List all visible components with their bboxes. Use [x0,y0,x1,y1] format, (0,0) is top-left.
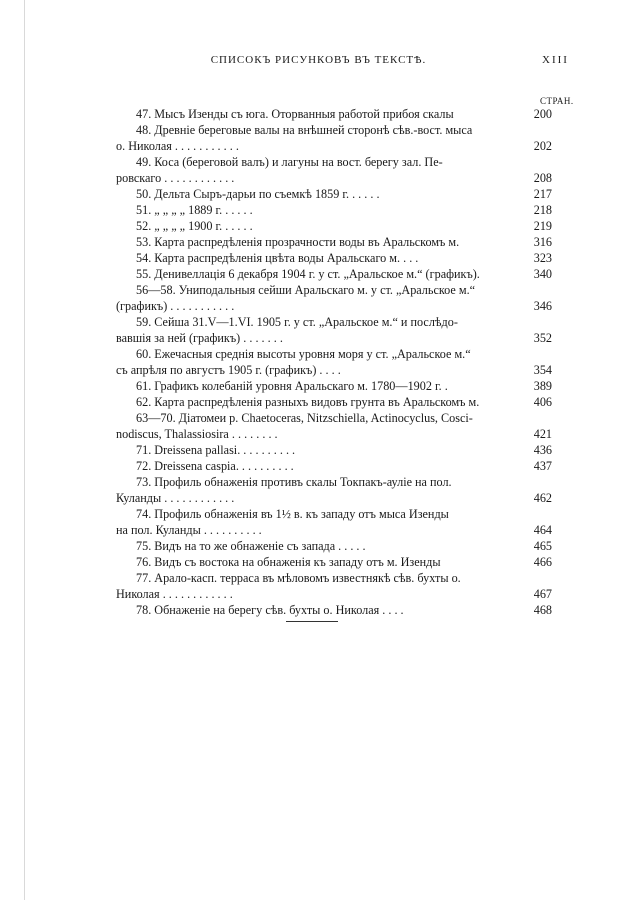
figure-entry [116,186,552,202]
closing-rule [286,621,338,622]
figure-entry-line [116,106,552,122]
figure-entry-line [116,570,552,586]
figure-caption: 61. Графикъ колебаній уровня Аральскаго м. 1780—1902 г. . [136,379,448,393]
figure-entry [116,266,552,282]
figure-page-number: 346 [533,299,552,313]
figure-entry-line [116,506,552,522]
figure-entry [116,250,552,266]
figure-caption: 72. Dreissena caspia. . . . . . . . . . [136,459,294,473]
figure-caption: 75. Видъ на то же обнаженіе съ запада . . . . . [136,539,366,553]
figure-entry [116,442,552,458]
figure-caption: на пол. Куланды . . . . . . . . . . [116,523,262,537]
figure-entry-line [116,314,552,330]
figure-entry [116,602,552,618]
figure-caption: 50. Дельта Сыръ-дарьи по съемкѣ 1859 г. . . . . . [136,187,380,201]
figure-page-number: 354 [533,363,552,377]
figure-page-number: 217 [533,187,552,201]
figure-caption: ровскаго . . . . . . . . . . . . [116,171,235,185]
figure-entry-line [116,234,552,250]
figure-caption: 60. Ежечасныя среднія высоты уровня моря у ст. „Аральское м.“ [136,347,471,361]
figure-entry [116,202,552,218]
figure-caption: 77. Арало-касп. терраса въ мѣловомъ известнякѣ сѣв. бухты о. [136,571,461,585]
figure-entry-line [116,202,552,218]
figure-caption: Николая . . . . . . . . . . . . [116,587,233,601]
figure-caption: 55. Денивеллація 6 декабря 1904 г. у ст. „Аральское м.“ (графикъ). [136,267,480,281]
figure-page-number: 406 [533,395,552,409]
figure-entry-line [116,554,552,570]
figure-entry-line [116,154,552,170]
figure-entry [116,122,552,154]
figure-caption: (графикъ) . . . . . . . . . . . [116,299,235,313]
figure-entry-line [116,266,552,282]
figure-page-number: 462 [533,491,552,505]
figure-caption: 63—70. Діатомеи р. Chaetoceras, Nitzschiella, Actinocyclus, Cosci- [136,411,473,425]
figure-page-number: 316 [533,235,552,249]
figure-entry-line [116,378,552,394]
figure-list [116,106,552,618]
figure-page-number: 202 [533,139,552,153]
figure-entry [116,106,552,122]
figure-caption: 51. „ „ „ „ 1889 г. . . . . . [136,203,253,217]
figure-caption: 71. Dreissena pallasi. . . . . . . . . . [136,443,296,457]
figure-caption: 54. Карта распредѣленія цвѣта воды Аральскаго м. . . . [136,251,419,265]
figure-entry-line [116,442,552,458]
figure-entry-line [116,282,552,298]
figure-entry [116,458,552,474]
figure-page-number: 436 [533,443,552,457]
figure-entry [116,506,552,538]
figure-entry [116,154,552,186]
figure-page-number: 466 [533,555,552,569]
figure-entry-line [116,474,552,490]
figure-entry [116,410,552,442]
figure-caption: 78. Обнаженіе на берегу сѣв. бухты о. Николая . . . . [136,603,404,617]
figure-page-number: 437 [533,459,552,473]
figure-caption: о. Николая . . . . . . . . . . . [116,139,239,153]
figure-entry [116,218,552,234]
figure-caption: nodiscus, Thalassiosira . . . . . . . . [116,427,278,441]
figure-entry-line [116,122,552,138]
figure-entry-line [116,586,552,602]
figure-page-number: 465 [533,539,552,553]
figure-entry [116,234,552,250]
figure-caption: Куланды . . . . . . . . . . . . [116,491,235,505]
page-edge-line [24,0,25,900]
figure-entry-line [116,490,552,506]
figure-entry-line [116,298,552,314]
figure-entry-line [116,170,552,186]
figure-page-number: 340 [533,267,552,281]
figure-entry-line [116,362,552,378]
figure-entry [116,282,552,314]
figure-caption: 47. Мысъ Изенды съ юга. Оторванныя работой прибоя скалы [136,107,454,121]
figure-entry-line [116,186,552,202]
figure-entry-line [116,426,552,442]
figure-page-number: 468 [533,603,552,617]
figure-entry-line [116,346,552,362]
figure-entry [116,346,552,378]
figure-page-number: 464 [533,523,552,537]
figure-entry-line [116,458,552,474]
figure-entry-line [116,522,552,538]
figure-caption: 49. Коса (береговой валъ) и лагуны на вост. берегу зал. Пе- [136,155,443,169]
figure-caption: съ апрѣля по августъ 1905 г. (графикъ) . . . . [116,363,341,377]
figure-caption: 76. Видъ съ востока на обнаженія къ западу отъ м. Изенды [136,555,441,569]
figure-caption: 73. Профиль обнаженія противъ скалы Токпакъ-ауліе на пол. [136,475,452,489]
figure-caption: 56—58. Униподальныя сейши Аральскаго м. у ст. „Аральское м.“ [136,283,476,297]
page-column-header: СТРАН. [540,96,574,106]
figure-entry-line [116,330,552,346]
figure-entry-line [116,394,552,410]
figure-page-number: 421 [533,427,552,441]
figure-page-number: 389 [533,379,552,393]
figure-caption: 62. Карта распредѣленія разныхъ видовъ грунта въ Аральскомъ м. [136,395,480,409]
figure-entry [116,378,552,394]
figure-caption: 59. Сейша 31.V—1.VI. 1905 г. у ст. „Аральское м.“ и послѣдо- [136,315,458,329]
figure-page-number: 467 [533,587,552,601]
figure-caption: 53. Карта распредѣленія прозрачности воды въ Аральскомъ м. [136,235,460,249]
figure-caption: 52. „ „ „ „ 1900 г. . . . . . [136,219,253,233]
figure-caption: вавшія за ней (графикъ) . . . . . . . [116,331,283,345]
figure-entry-line [116,538,552,554]
figure-entry-line [116,410,552,426]
figure-entry [116,314,552,346]
page-title: СПИСОКЪ РИСУНКОВЪ ВЪ ТЕКСТѢ. [210,54,427,66]
figure-page-number: 218 [533,203,552,217]
figure-page-number: 352 [533,331,552,345]
figure-entry [116,538,552,554]
figure-entry [116,394,552,410]
figure-caption: 74. Профиль обнаженія въ 1½ в. къ западу отъ мыса Изенды [136,507,449,521]
figure-entry-line [116,602,552,618]
page-number: XIII [542,54,569,66]
figure-entry [116,474,552,506]
figure-caption: 48. Древніе береговые валы на внѣшней сторонѣ сѣв.-вост. мыса [136,123,473,137]
figure-entry-line [116,218,552,234]
figure-entry-line [116,250,552,266]
figure-page-number: 219 [533,219,552,233]
figure-page-number: 200 [533,107,552,121]
figure-page-number: 208 [533,171,552,185]
figure-entry [116,570,552,602]
figure-entry [116,554,552,570]
figure-entry-line [116,138,552,154]
figure-page-number: 323 [533,251,552,265]
